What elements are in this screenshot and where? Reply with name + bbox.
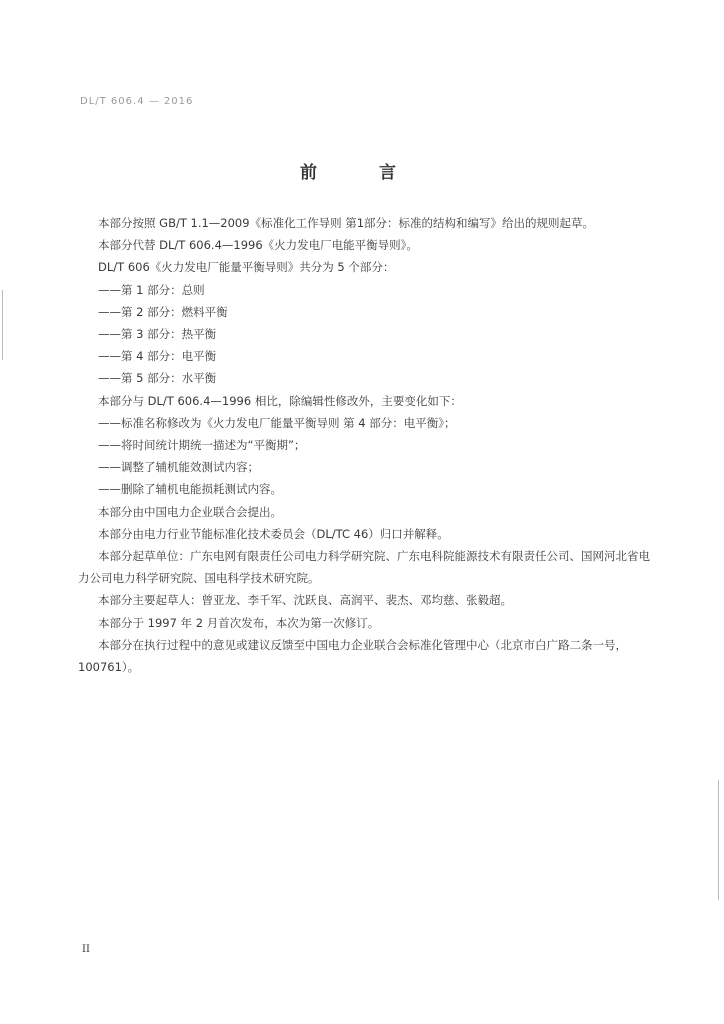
foreword-body [78,212,652,678]
paragraph-changes-intro: 本部分与 DL/T 606.4—1996 相比，除编辑性修改外，主要变化如下： [98,393,462,408]
list-item-part-3: ——第 3 部分：热平衡 [98,327,217,342]
page-title: 前 言 [300,163,424,183]
list-item-change-1: ——标准名称修改为《火力发电厂能量平衡导则 第 4 部分：电平衡》； [98,415,456,430]
list-item-change-4: ——删除了辅机电能损耗测试内容。 [98,482,282,497]
list-item-part-4: ——第 4 部分：电平衡 [98,349,217,364]
list-item-change-3: ——调整了辅机能效测试内容； [98,460,259,475]
paragraph-feedback: 本部分在执行过程中的意见或建议反馈至中国电力企业联合会标准化管理中心（北京市白广路二条一号，100761）。 [78,637,627,675]
page-number: II [82,944,90,955]
standard-code-header: DL/T 606.4 — 2016 [80,96,194,107]
paragraph-drafters: 本部分主要起草人：曾亚龙、李千军、沈跃良、高润平、裴杰、邓均慈、张毅超。 [98,593,512,608]
paragraph-drafting-organizations: 本部分起草单位：广东电网有限责任公司电力科学研究院、广东电科院能源技术有限责任公司、国网河北省电力公司电力科学研究院、国电科学技术研究院。 [78,549,650,586]
list-item-change-2: ——将时间统计期统一描述为“平衡期”； [98,438,306,453]
paragraph-drafting-rules: 本部分按照 GB/T 1.1—2009《标准化工作导则 第1部分：标准的结构和编写》给出的规则起草。 [98,216,595,230]
scan-mark-left [2,290,3,360]
scan-mark-right [718,780,719,900]
list-item-part-5: ——第 5 部分：水平衡 [98,371,217,386]
paragraph-centralized-by: 本部分由电力行业节能标准化技术委员会（DL/TC 46）归口并解释。 [98,526,449,541]
paragraph-proposed-by: 本部分由中国电力企业联合会提出。 [98,504,282,519]
paragraph-replaces: 本部分代替 DL/T 606.4—1996《火力发电厂电能平衡导则》。 [98,238,418,253]
paragraph-issue-history: 本部分于 1997 年 2 月首次发布，本次为第一次修订。 [98,615,380,630]
list-item-part-1: ——第 1 部分：总则 [98,282,205,297]
list-item-part-2: ——第 2 部分：燃料平衡 [98,304,228,319]
paragraph-parts-intro: DL/T 606《火力发电厂能量平衡导则》共分为 5 个部分： [98,260,395,275]
